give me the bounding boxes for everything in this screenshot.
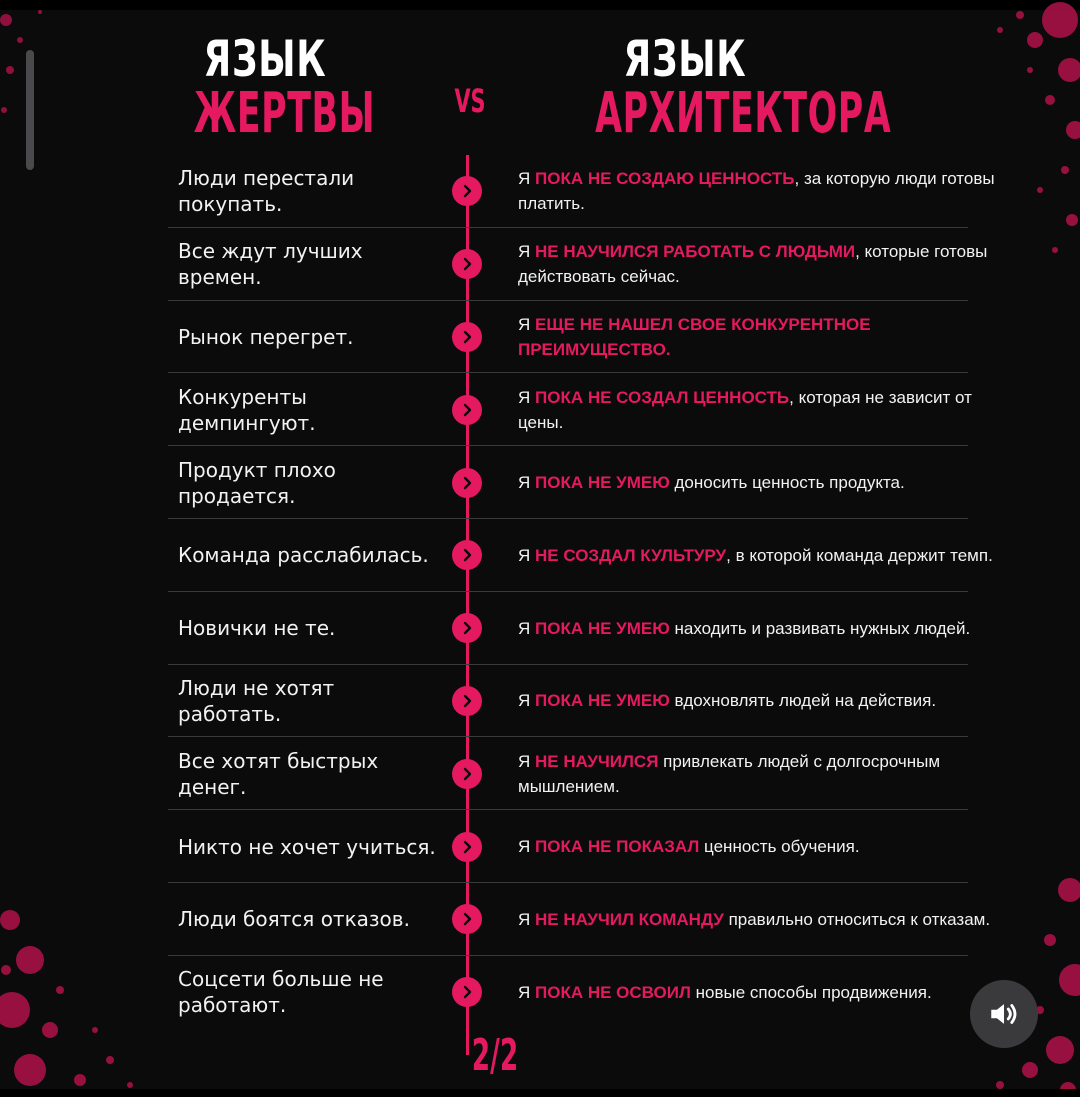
architect-phrase-start: Я <box>518 169 535 189</box>
comparison-row <box>168 228 988 301</box>
architect-phrase-highlight: ПОКА НЕ ПОКАЗАЛ <box>535 837 700 857</box>
architect-phrase-end: вдохновлять людей на действия. <box>669 691 937 711</box>
victim-phrase: Рынок перегрет. <box>178 324 354 349</box>
architect-phrase-highlight: ПОКА НЕ ОСВОИЛ <box>535 982 691 1002</box>
victim-phrase: Никто не хочет учиться. <box>178 834 436 859</box>
architect-phrase-end: ценность обучения. <box>699 837 860 857</box>
architect-phrase-start: Я <box>518 314 535 334</box>
speaker-volume-icon <box>987 997 1021 1031</box>
top-bar <box>0 0 1080 10</box>
comparison-row <box>168 373 972 446</box>
comparison-row <box>168 956 968 1029</box>
architect-phrase-text <box>518 980 932 1005</box>
victim-phrase: Продукт плохо продается. <box>178 457 336 508</box>
architect-phrase <box>518 155 998 228</box>
architect-phrase <box>518 883 998 956</box>
comparison-row <box>168 737 968 810</box>
architect-phrase-highlight: ПОКА НЕ УМЕЮ <box>535 691 670 711</box>
splatter-bottom-left-decoration <box>0 880 160 1097</box>
architect-phrase-text <box>518 239 998 289</box>
architect-phrase-highlight: НЕ НАУЧИЛСЯ <box>535 751 659 771</box>
architect-phrase <box>518 228 998 301</box>
architect-phrase-highlight: ПОКА НЕ СОЗДАЛ ЦЕННОСТЬ <box>535 387 790 407</box>
architect-phrase <box>518 301 998 374</box>
architect-phrase-highlight: НЕ НАУЧИЛ КОМАНДУ <box>535 909 724 929</box>
architect-phrase-text <box>518 688 936 713</box>
heading-right-line1: ЯЗЫК <box>623 30 747 88</box>
victim-language-heading <box>150 30 380 146</box>
splatter-top-left-decoration <box>0 0 120 160</box>
chevron-right-icon <box>452 832 482 862</box>
victim-phrase: Команда расслабилась. <box>178 543 429 568</box>
architect-phrase-start: Я <box>518 618 535 638</box>
architect-phrase-end: правильно относиться к отказам. <box>723 909 991 929</box>
architect-phrase-end: , которая не зависит от цены. <box>518 387 972 432</box>
architect-phrase <box>518 737 998 810</box>
architect-phrase-text <box>518 616 970 641</box>
architect-phrase-start: Я <box>518 837 535 857</box>
architect-phrase-start: Я <box>518 751 535 771</box>
comparison-row <box>168 665 968 738</box>
chevron-right-icon <box>452 686 482 716</box>
architect-phrase-end: новые способы продвижения. <box>690 982 932 1002</box>
victim-phrase: Все хотят быстрых денег. <box>178 748 379 799</box>
page-indicator: 2/2 <box>471 1030 519 1081</box>
architect-phrase-start: Я <box>518 387 535 407</box>
chevron-right-icon <box>452 395 482 425</box>
bottom-bar <box>0 1089 1080 1097</box>
architect-language-heading <box>540 30 892 146</box>
architect-phrase <box>518 956 998 1029</box>
architect-phrase-start: Я <box>518 982 535 1002</box>
comparison-row <box>168 810 968 883</box>
architect-phrase-text <box>518 834 860 859</box>
comparison-row <box>168 446 968 519</box>
architect-phrase-text <box>518 749 998 799</box>
heading-left-line2: ЖЕРТВЫ <box>193 81 376 146</box>
architect-phrase-end: находить и развивать нужных людей. <box>669 618 971 638</box>
sound-toggle-button[interactable] <box>970 980 1038 1048</box>
heading-right-line2: АРХИТЕКТОРА <box>595 81 892 146</box>
architect-phrase-start: Я <box>518 473 535 493</box>
architect-phrase-end: , за которую люди готовы платить. <box>518 169 995 214</box>
chevron-right-icon <box>452 904 482 934</box>
architect-phrase <box>518 373 998 446</box>
victim-phrase: Соцсети больше не работают. <box>178 967 384 1018</box>
architect-phrase-text <box>518 907 990 932</box>
architect-phrase-start: Я <box>518 909 535 929</box>
chevron-right-icon <box>452 613 482 643</box>
comparison-row <box>168 155 995 228</box>
comparison-row <box>168 519 993 592</box>
chevron-right-icon <box>452 249 482 279</box>
architect-phrase-start: Я <box>518 242 535 262</box>
architect-phrase <box>518 592 998 665</box>
architect-phrase-text <box>518 470 905 495</box>
chevron-right-icon <box>452 468 482 498</box>
victim-phrase: Новички не те. <box>178 616 336 641</box>
victim-phrase: Люди перестали покупать. <box>178 166 355 217</box>
architect-phrase-highlight: ЕЩЕ НЕ НАШЕЛ СВОЕ КОНКУРЕНТНОЕ ПРЕИМУЩЕСТВО. <box>518 314 871 359</box>
comparison-row <box>168 301 968 374</box>
architect-phrase-highlight: ПОКА НЕ СОЗДАЮ ЦЕННОСТЬ <box>535 169 795 189</box>
victim-phrase: Конкуренты демпингуют. <box>178 384 316 435</box>
chevron-right-icon <box>452 322 482 352</box>
architect-phrase-text <box>518 166 998 216</box>
architect-phrase <box>518 446 998 519</box>
architect-phrase-end: , в которой команда держит темп. <box>726 545 993 565</box>
heading-left-line1: ЯЗЫК <box>203 30 327 88</box>
chevron-right-icon <box>452 977 482 1007</box>
architect-phrase-text <box>518 312 998 362</box>
chevron-right-icon <box>452 540 482 570</box>
architect-phrase-end: привлекать людей с долгосрочным мышлением. <box>518 751 941 796</box>
architect-phrase <box>518 665 998 738</box>
architect-phrase-end: доносить ценность продукта. <box>669 473 905 493</box>
architect-phrase-text <box>518 543 993 568</box>
chevron-right-icon <box>452 176 482 206</box>
architect-phrase-highlight: ПОКА НЕ УМЕЮ <box>535 473 670 493</box>
victim-phrase: Люди не хотят работать. <box>178 675 335 726</box>
architect-phrase-highlight: НЕ НАУЧИЛСЯ РАБОТАТЬ С ЛЮДЬМИ <box>535 242 856 262</box>
victim-phrase: Люди боятся отказов. <box>178 907 410 932</box>
architect-phrase-end: , которые готовы действовать сейчас. <box>518 242 988 287</box>
architect-phrase-start: Я <box>518 691 535 711</box>
chevron-right-icon <box>452 759 482 789</box>
comparison-row <box>168 592 971 665</box>
architect-phrase-start: Я <box>518 545 535 565</box>
victim-phrase: Все ждут лучших времен. <box>178 239 363 290</box>
vs-label: VS <box>454 82 486 120</box>
architect-phrase-highlight: ПОКА НЕ УМЕЮ <box>535 618 670 638</box>
architect-phrase <box>518 810 998 883</box>
architect-phrase-text <box>518 385 998 435</box>
architect-phrase <box>518 519 998 592</box>
architect-phrase-highlight: НЕ СОЗДАЛ КУЛЬТУРУ <box>535 545 727 565</box>
scroll-indicator[interactable] <box>26 50 34 170</box>
comparison-row <box>168 883 991 956</box>
